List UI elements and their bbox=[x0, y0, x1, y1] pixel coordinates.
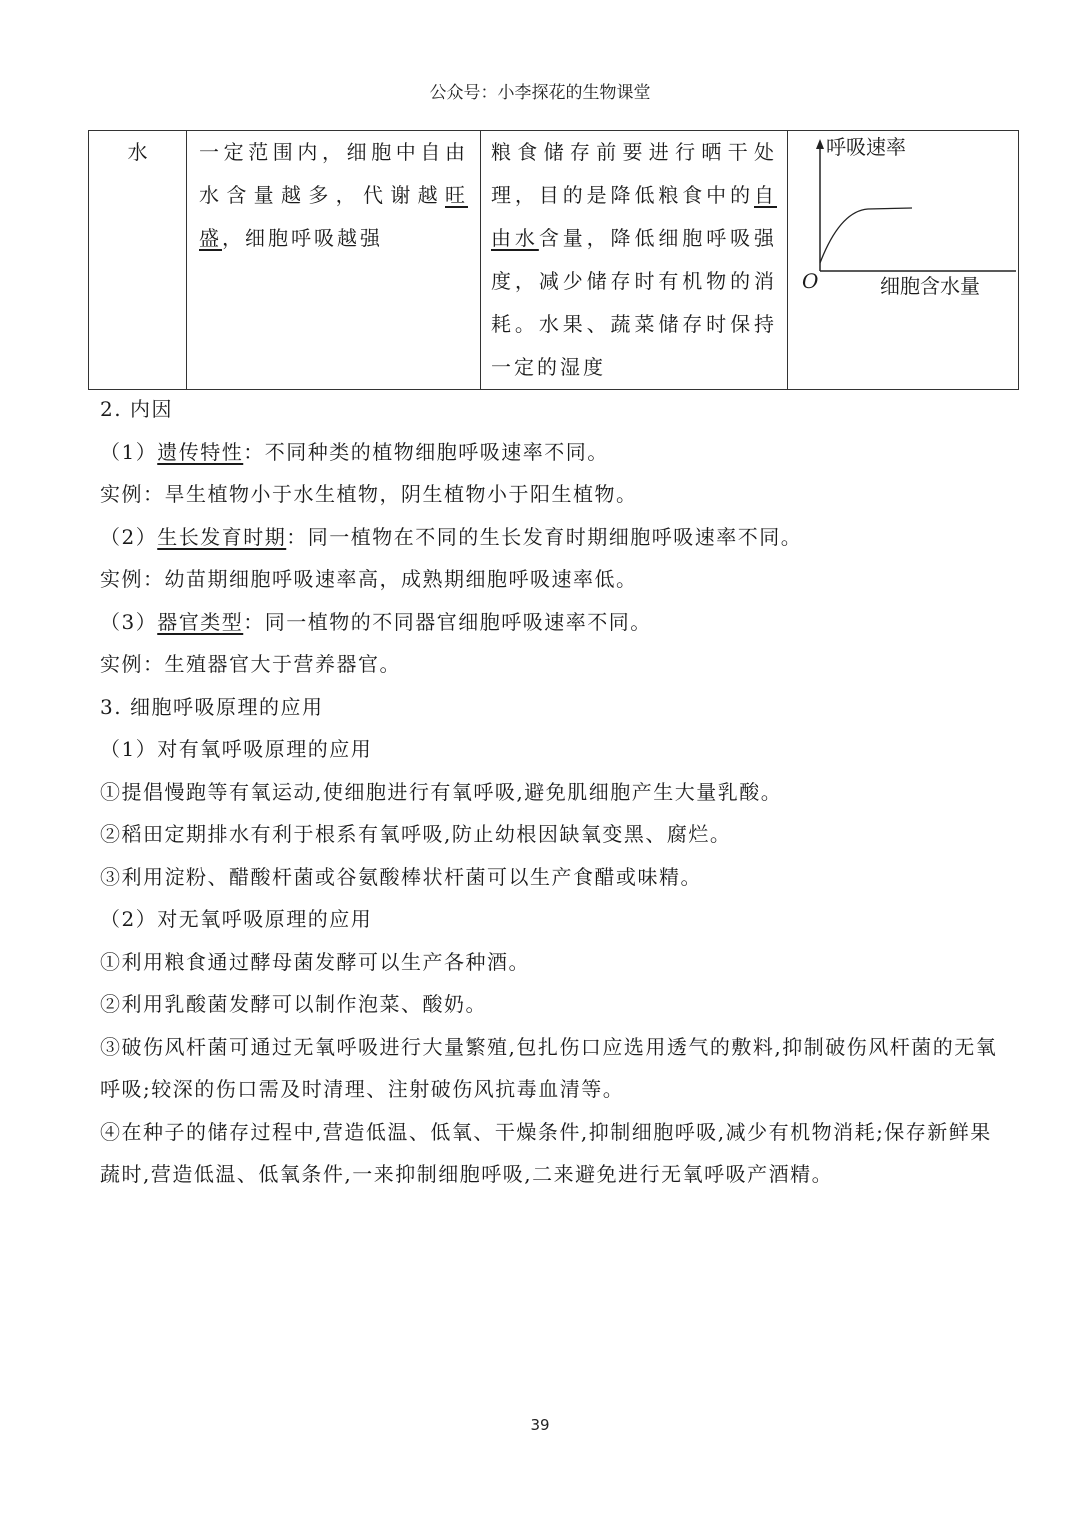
graph-cell bbox=[788, 131, 1019, 390]
anaerobic-item: ③破伤风杆菌可通过无氧呼吸进行大量繁殖,包扎伤口应选用透气的敷料,抑制破伤风杆菌的无氧呼吸;较深的伤口需及时清理、注射破伤风抗毒血清等。 bbox=[100, 1034, 998, 1101]
item-desc: ：同一植物的不同器官细胞呼吸速率不同。 bbox=[243, 609, 652, 634]
internal-factor-1 bbox=[100, 431, 1000, 474]
factor-cell bbox=[89, 131, 187, 390]
respiration-water-graph bbox=[788, 131, 1018, 385]
application-keyword: 自由水 bbox=[491, 183, 777, 250]
section-2-title: 2. 内因 bbox=[100, 397, 173, 421]
item-term: 生长发育时期 bbox=[157, 524, 287, 549]
anaerobic-title: （2）对无氧呼吸原理的应用 bbox=[100, 907, 373, 931]
application-cell bbox=[481, 131, 788, 390]
section-3-title: 3. 细胞呼吸原理的应用 bbox=[100, 694, 324, 719]
principle-cell bbox=[187, 131, 481, 390]
principle-text-end: ，细胞呼吸越强 bbox=[222, 226, 383, 250]
factor-table bbox=[88, 130, 1019, 390]
internal-factor-3 bbox=[100, 601, 1000, 644]
internal-factor-2-example: 实例：幼苗期细胞呼吸速率高，成熟期细胞呼吸速率低。 bbox=[100, 567, 638, 591]
principle-keyword: 旺盛 bbox=[199, 183, 468, 250]
item-term: 器官类型 bbox=[157, 609, 244, 634]
page-header: 公众号：小李探花的生物课堂 bbox=[429, 83, 651, 103]
y-axis-arrow bbox=[816, 139, 824, 149]
aerobic-title: （1）对有氧呼吸原理的应用 bbox=[100, 737, 373, 761]
anaerobic-item: ④在种子的储存过程中,营造低温、低氧、干燥条件,抑制细胞呼吸,减少有机物消耗;保存新鲜果蔬时,营造低温、低氧条件,一来抑制细胞呼吸,二来避免进行无氧呼吸产酒精。 bbox=[100, 1119, 992, 1186]
application-text: 粮食储存前要进行晒干处理，目的是降低粮食中的 bbox=[491, 140, 777, 207]
item-number: （1） bbox=[100, 439, 158, 464]
principle-text: 一定范围内，细胞中自由水含量越多，代谢越 bbox=[199, 140, 468, 207]
anaerobic-item: ②利用乳酸菌发酵可以制作泡菜、酸奶。 bbox=[100, 992, 487, 1016]
application-text-end: 含量，降低细胞呼吸强度，减少储存时有机物的消耗。水果、蔬菜储存时保持一定的湿度 bbox=[491, 226, 778, 379]
origin-label: O bbox=[802, 269, 819, 293]
y-axis-label: 呼吸速率 bbox=[826, 135, 906, 159]
item-term: 遗传特性 bbox=[157, 439, 244, 464]
item-desc: ：不同种类的植物细胞呼吸速率不同。 bbox=[243, 439, 609, 464]
x-axis-label: 细胞含水量 bbox=[880, 274, 980, 298]
document-body bbox=[100, 388, 1000, 1196]
internal-factor-2 bbox=[100, 516, 1000, 559]
page-number: 39 bbox=[530, 1416, 550, 1434]
item-number: （3） bbox=[100, 609, 158, 634]
aerobic-item: ①提倡慢跑等有氧运动,使细胞进行有氧呼吸,避免肌细胞产生大量乳酸。 bbox=[100, 779, 783, 804]
respiration-curve bbox=[820, 208, 912, 263]
internal-factor-1-example: 实例：旱生植物小于水生植物，阴生植物小于阳生植物。 bbox=[100, 482, 638, 506]
internal-factor-3-example: 实例：生殖器官大于营养器官。 bbox=[100, 652, 401, 676]
anaerobic-item: ①利用粮食通过酵母菌发酵可以生产各种酒。 bbox=[100, 949, 530, 974]
factor-name: 水 bbox=[127, 140, 148, 164]
item-desc: ：同一植物在不同的生长发育时期细胞呼吸速率不同。 bbox=[286, 524, 803, 549]
aerobic-item: ③利用淀粉、醋酸杆菌或谷氨酸棒状杆菌可以生产食醋或味精。 bbox=[100, 864, 702, 889]
aerobic-item: ②稻田定期排水有利于根系有氧呼吸,防止幼根因缺氧变黑、腐烂。 bbox=[100, 822, 732, 846]
item-number: （2） bbox=[100, 524, 158, 549]
